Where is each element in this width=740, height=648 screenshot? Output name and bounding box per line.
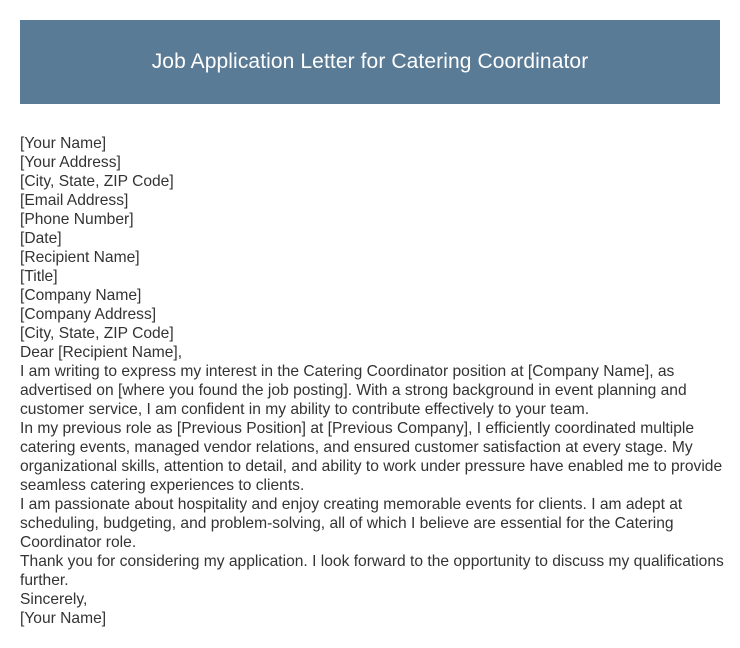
letter-header-banner — [20, 20, 720, 104]
letter-date: [Date] — [20, 230, 62, 247]
recipient-city-state-zip: [City, State, ZIP Code] — [20, 325, 174, 342]
recipient-title: [Title] — [20, 268, 58, 285]
sender-address: [Your Address] — [20, 154, 121, 171]
paragraph-skills: I am passionate about hospitality and enjoy creating memorable events for clients. I am adept at scheduling, budgeting, and problem-solving, all of which I believe are essential for the Catering Coordinator role. — [20, 496, 683, 551]
paragraph-experience: In my previous role as [Previous Position] at [Previous Company], I efficiently coordinated multiple catering events, managed vendor relations, and ensured customer satisfaction at every stage. My organizational skills, attention to detail, and ability to work under pressure have enabled me to provide seamless catering experiences to clients. — [20, 420, 723, 494]
signature: [Your Name] — [20, 610, 107, 627]
page-title: Job Application Letter for Catering Coordinator — [151, 50, 589, 73]
recipient-company: [Company Name] — [20, 287, 142, 304]
sender-city-state-zip: [City, State, ZIP Code] — [20, 173, 174, 190]
paragraph-intro: I am writing to express my interest in the Catering Coordinator position at [Company Name], as advertised on [where you found the job posting]. With a strong background in event planning and customer service, I am confident in my ability to contribute effectively to your team. — [20, 363, 687, 418]
recipient-address: [Company Address] — [20, 306, 157, 323]
sender-phone: [Phone Number] — [20, 211, 134, 228]
paragraph-thanks: Thank you for considering my application. I look forward to the opportunity to discuss my qualifications further. — [20, 553, 724, 589]
sender-email: [Email Address] — [20, 192, 129, 209]
recipient-name: [Recipient Name] — [20, 249, 140, 266]
sender-name: [Your Name] — [20, 135, 107, 152]
salutation: Dear [Recipient Name], — [20, 344, 183, 361]
closing: Sincerely, — [20, 591, 88, 608]
letter-body — [20, 134, 725, 628]
